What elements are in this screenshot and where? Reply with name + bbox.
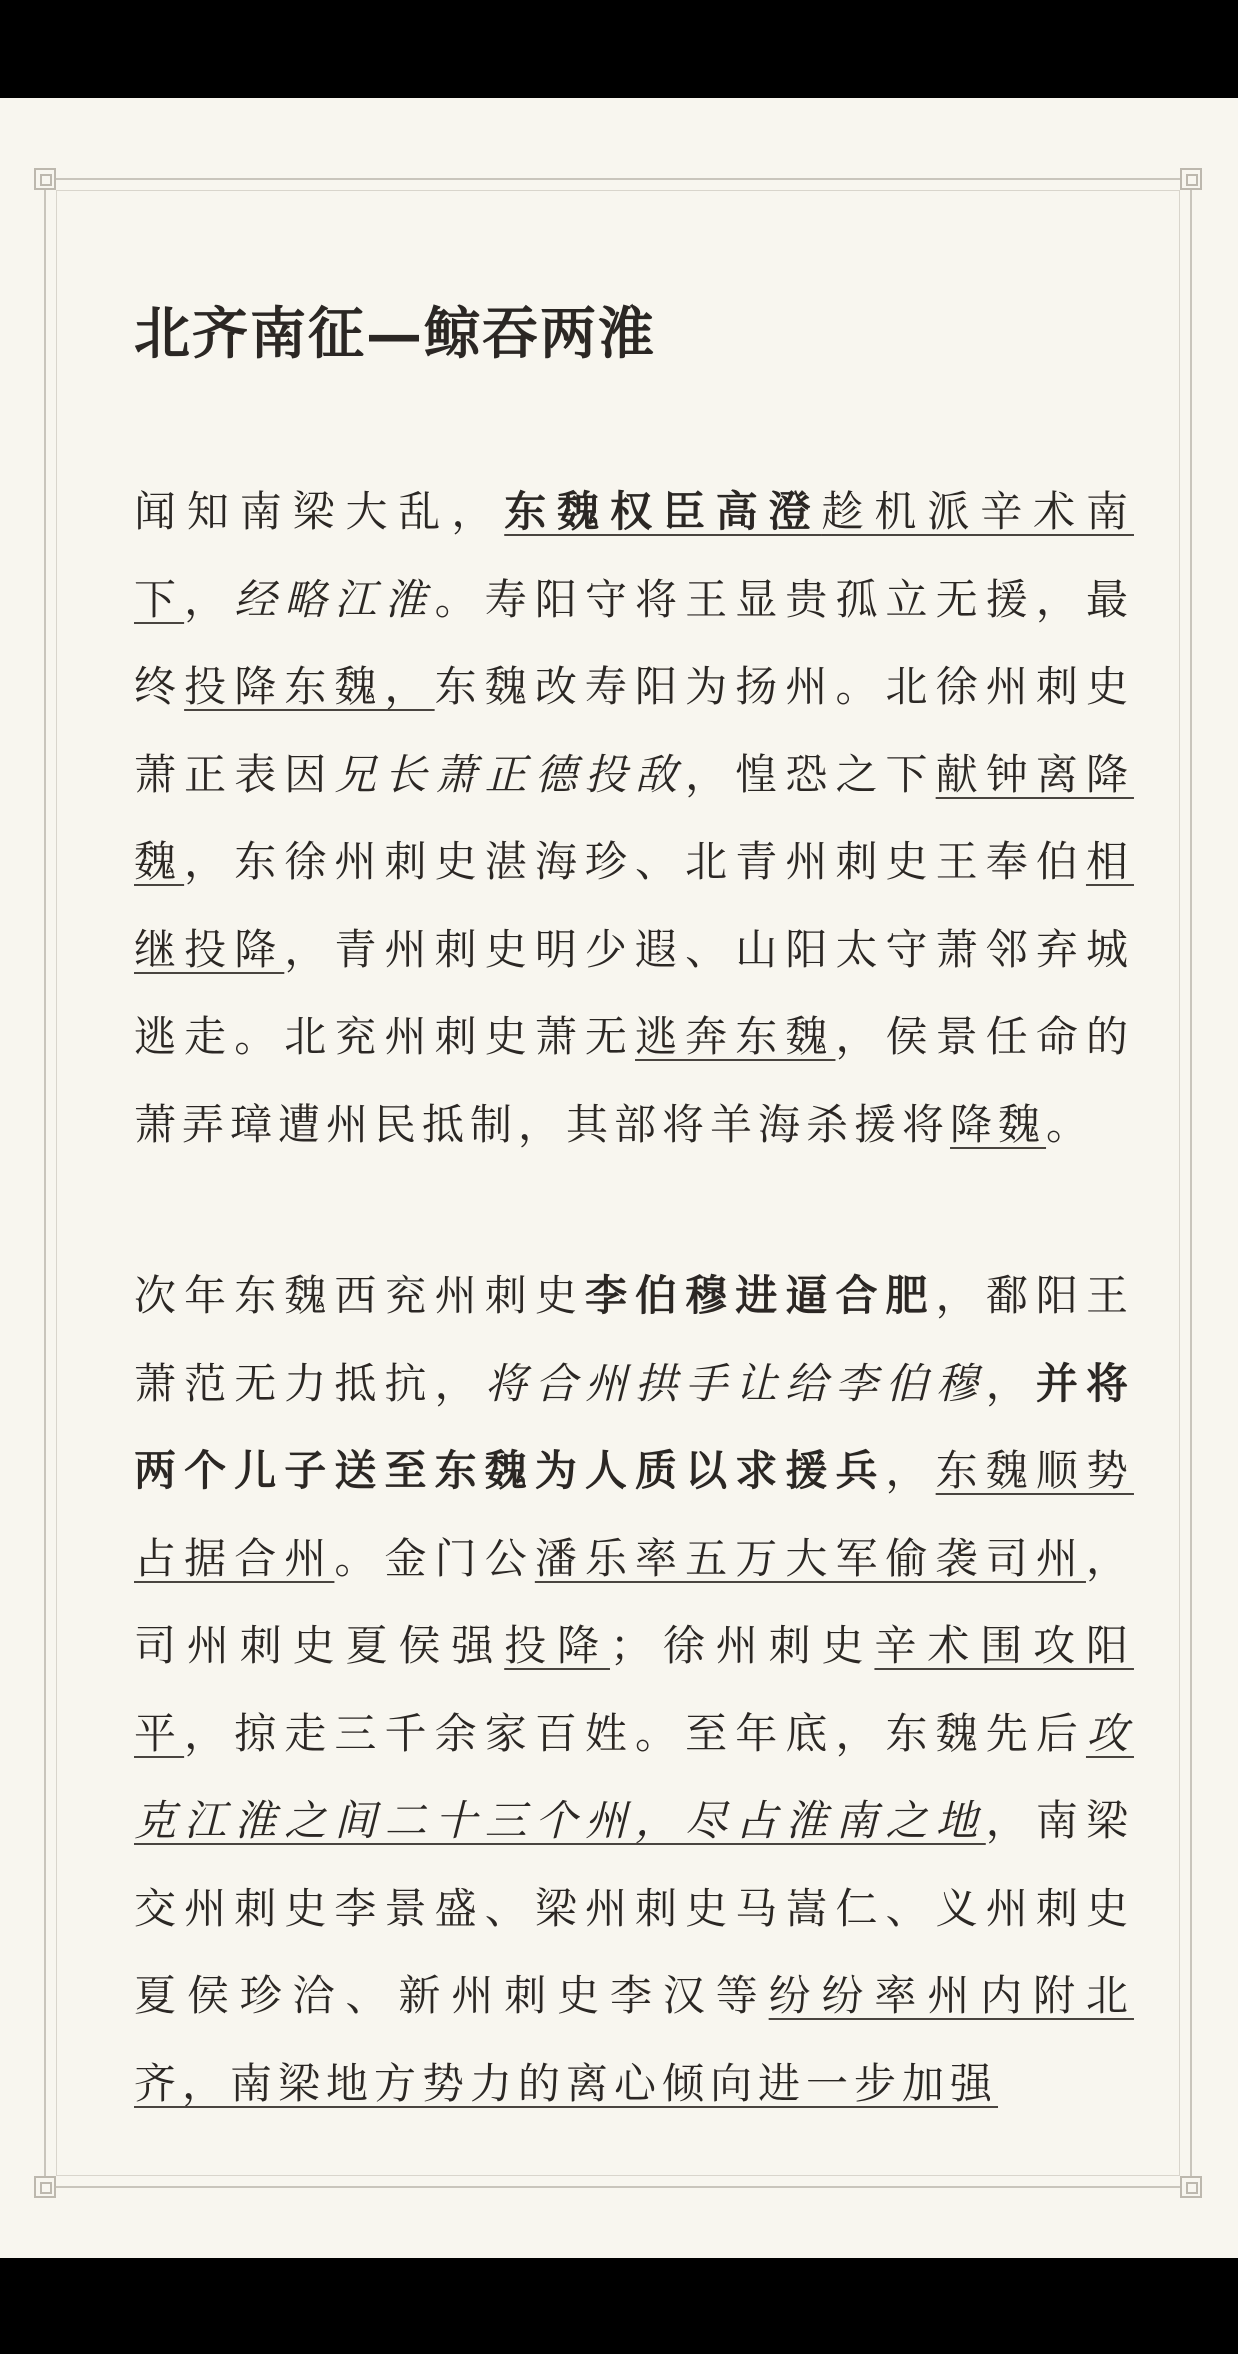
text-run: 次年东魏西兖州刺史: [134, 1271, 585, 1320]
paragraph-2: [134, 1252, 1134, 2127]
text-run: ，南梁交州刺史李景盛、梁州刺史马嵩仁、义州刺史夏侯珍洽、新州刺史李汉等: [134, 1796, 1134, 2020]
text-run: ，掠走三千余家百姓。至年底，东魏先后: [184, 1708, 1086, 1758]
text-run: 投降东魏，: [184, 662, 435, 711]
text-run: 趁机派辛术南下: [134, 487, 1134, 624]
text-run: ，: [885, 1446, 936, 1495]
article-title: 北齐南征—鲸吞两淮: [134, 301, 656, 367]
text-run: 。: [1046, 1099, 1095, 1149]
corner-ornament-icon: [34, 168, 56, 190]
text-run: 降魏: [950, 1099, 1047, 1149]
text-run: ；徐州刺史: [609, 1621, 875, 1670]
text-run: ，: [985, 1358, 1036, 1408]
text-run: 将合州拱手让给李伯穆: [484, 1358, 986, 1408]
text-run: 并将两个儿子送至东魏为人质以求援兵: [134, 1358, 1134, 1495]
text-run: 。寿阳守将王显贵孤立无援，最终: [134, 574, 1134, 711]
text-run: 潘乐率五万大军偷袭司州: [534, 1533, 1086, 1583]
text-run: ，惶恐之下: [685, 749, 936, 799]
text-run: 兄长萧正德投敌: [334, 749, 686, 799]
text-run: 李伯穆进逼合肥: [584, 1271, 936, 1320]
text-run: 闻知南梁大乱，: [134, 487, 505, 536]
text-run: ，东徐州刺史湛海珍、北青州刺史王奉伯: [184, 837, 1086, 886]
text-run: 辛术围攻阳平: [134, 1621, 1134, 1758]
text-run: ，青州刺史明少遐、山阳太守萧邻弃城逃走。北兖州刺史萧无: [134, 924, 1134, 1061]
text-run: 投降: [504, 1621, 610, 1670]
text-run: 东魏权臣高澄: [504, 487, 822, 536]
text-run: 献钟离降魏: [134, 749, 1134, 886]
paragraph-1: [134, 468, 1134, 1168]
corner-ornament-icon: [1180, 168, 1202, 190]
corner-ornament-icon: [1180, 2176, 1202, 2198]
text-run: 纷纷率州内附北齐，南梁地方势力的离心倾向进一步加强: [134, 1971, 1134, 2108]
document-page: [0, 98, 1238, 2258]
text-run: 经略江淮: [234, 574, 435, 624]
corner-ornament-icon: [34, 2176, 56, 2198]
text-run: ，侯景任命的萧弄璋遭州民抵制，其部将羊海杀援将: [134, 1012, 1134, 1149]
text-run: 攻克江淮之间二十三个州，尽占淮南之地: [134, 1708, 1134, 1845]
text-run: 东魏顺势占据合州: [134, 1446, 1134, 1583]
text-run: 。金门公: [334, 1533, 535, 1583]
text-run: ，: [184, 574, 235, 624]
text-run: 逃奔东魏: [635, 1012, 836, 1061]
text-run: 东魏改寿阳为扬州。北徐州刺史萧正表因: [134, 662, 1134, 799]
text-run: 相继投降: [134, 837, 1134, 974]
text-run: ，鄱阳王萧范无力抵抗，: [134, 1271, 1134, 1408]
text-run: ，司州刺史夏侯强: [134, 1533, 1134, 1670]
